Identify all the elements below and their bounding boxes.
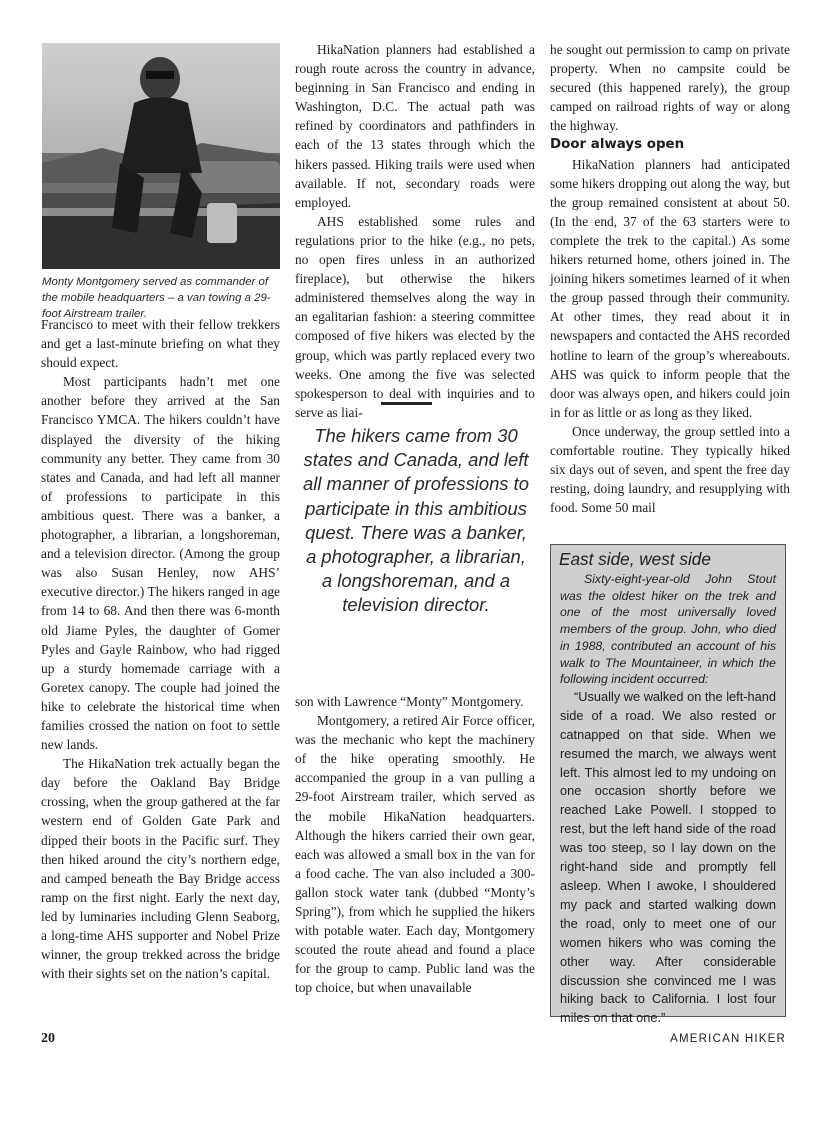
page-number: 20 (41, 1031, 55, 1046)
sidebar-title: East side, west side (559, 549, 711, 569)
pullquote-rule (381, 402, 432, 405)
pull-quote: The hikers came from 30 states and Canada, and left all manner of professions to participate in this ambitious quest. There was a banker, a photographer, a librarian, a longshoreman, and a television director. (303, 425, 529, 616)
photo-monty-montgomery (42, 43, 280, 269)
article-column-2-continued (295, 692, 535, 998)
paragraph: he sought out permission to camp on private property. When no campsite could be secured (this happened rarely), the group camped on railroad rights of way or along the highway. (550, 42, 790, 134)
section-subhead: Door always open (550, 137, 685, 153)
magazine-name: AMERICAN HIKER (670, 1033, 786, 1045)
photo-caption: Monty Montgomery served as commander of the mobile headquarters – a van towing a 29-foot Airstream trailer. (42, 276, 271, 320)
sidebar-box (550, 544, 786, 1026)
paragraph: HikaNation planners had anticipated some hikers dropping out along the way, but the group remained consistent at about 50. (In the end, 37 of the 63 starters were to complete the trek to the capital.) As some hikers returned home, others joined in. The joining hikers sometimes learned of it when the group passed through their community. At other times, they read about it in newspapers and contacted the AHS recorded hotline to learn of the group’s whereabouts. AHS was quick to inform people that the door was always open, and hikers could join in for as little or as long as they liked. (550, 156, 790, 420)
paragraph: Once underway, the group settled into a comfortable routine. They typically hiked six days out of seven, and spent the free day resting, doing laundry, and resupplying with food. Some 50 mail (550, 423, 790, 516)
paragraph: HikaNation planners had established a rough route across the country in advance, beginning in San Francisco and ending in Washington, D.C. The actual path was refined by coordinators and pathfinders in each of the 13 states through which the hikers passed. Hiking trails were used when available. If not, secondary roads were employed. (295, 42, 535, 210)
photo-hiker-icon (42, 43, 280, 269)
article-column-1 (41, 315, 280, 983)
sidebar-intro: Sixty-eight-year-old John Stout was the oldest hiker on the trek and one of the most universally loved members of the group. John, who died in 1988, contributed an account of his walk to The Mountaineer, in which the following incident occurred: (560, 572, 776, 687)
article-column-2 (295, 40, 535, 422)
paragraph: The HikaNation trek actually began the day before the Oakland Bay Bridge crossing, when the group gathered at the far western end of Golden Gate Park and dipped their boots in the Pacific surf. They then hiked around the city’s northern edge, and camped beneath the Bay Bridge access ramp on the first night. Early the next day, led by luminaries including Glenn Seaborg, a long-time AHS supporter and Nobel Prize winner, the group trekked across the bridge with their sights set on the nation’s capital. (41, 756, 280, 982)
paragraph: Most participants hadn’t met one another before they arrived at the San Francisco YMCA. The hikers couldn’t have displayed the diversity of the hiking community any better. They came from 30 states and Canada, and had left all manner of professions to participate in this ambitious quest. There was a banker, a photographer, a librarian, a longshoreman, and a television director. (Among the group was also Susan Henley, now AHS’ executive director.) The hikers ranged in age from 14 to 68. And then there was 6-month old Jiame Pyles, the daughter of Gomer Pyles and Gayle Rainbow, who had rigged up a sturdy homemade carriage with a Goretex canopy. The couple had joined the hike to celebrate the historical time when families crossed the nation on foot to settle new lands. (41, 374, 280, 753)
article-column-3 (550, 40, 790, 517)
paragraph: son with Lawrence “Monty” Montgomery. (295, 694, 524, 709)
paragraph: AHS established some rules and regulations prior to the hike (e.g., no pets, no open fires unless in an authorized fireplace), but otherwise the hikers administered themselves along the way in an egalitarian fashion: a steering committee composed of five hikers was elected by the group, which was partly replaced every two weeks. One among the five was selected spokesperson to deal with inquiries and to serve as liai- (295, 213, 535, 420)
paragraph: Francisco to meet with their fellow trekkers and get a last-minute briefing on what they should expect. (41, 317, 280, 371)
sidebar-quote: “Usually we walked on the left-hand side of a road. We also rested or catnapped on that side. When we resumed the march, we always went left. This almost led to my undoing on one occasion shortly before we reached Lake Powell. I stopped to rest, but the left hand side of the road was too steep, so I lay down on the right-hand side and promptly fell asleep. When I awoke, I shouldered my pack and started walking down the road, only to meet one of our women hikers who was coming the other way. After considerable discussion she convinced me I was hiking back to California. I lost four miles on that one.” (560, 688, 777, 1026)
paragraph: Montgomery, a retired Air Force officer, was the mechanic who kept the machinery of the hike operating smoothly. He accompanied the group in a van pulling a 29-foot Airstream trailer, which served as the mobile HikaNation headquarters. Although the hikers carried their own gear, each was allowed a small box in the van for a food cache. The van also included a 300-gallon stock water tank (dubbed “Monty’s Spring”), from which he supplied the hikers with potable water. Each day, Montgomery scouted the route ahead and found a place for the group to camp. Public land was the top choice, but when unavailable (295, 713, 535, 996)
